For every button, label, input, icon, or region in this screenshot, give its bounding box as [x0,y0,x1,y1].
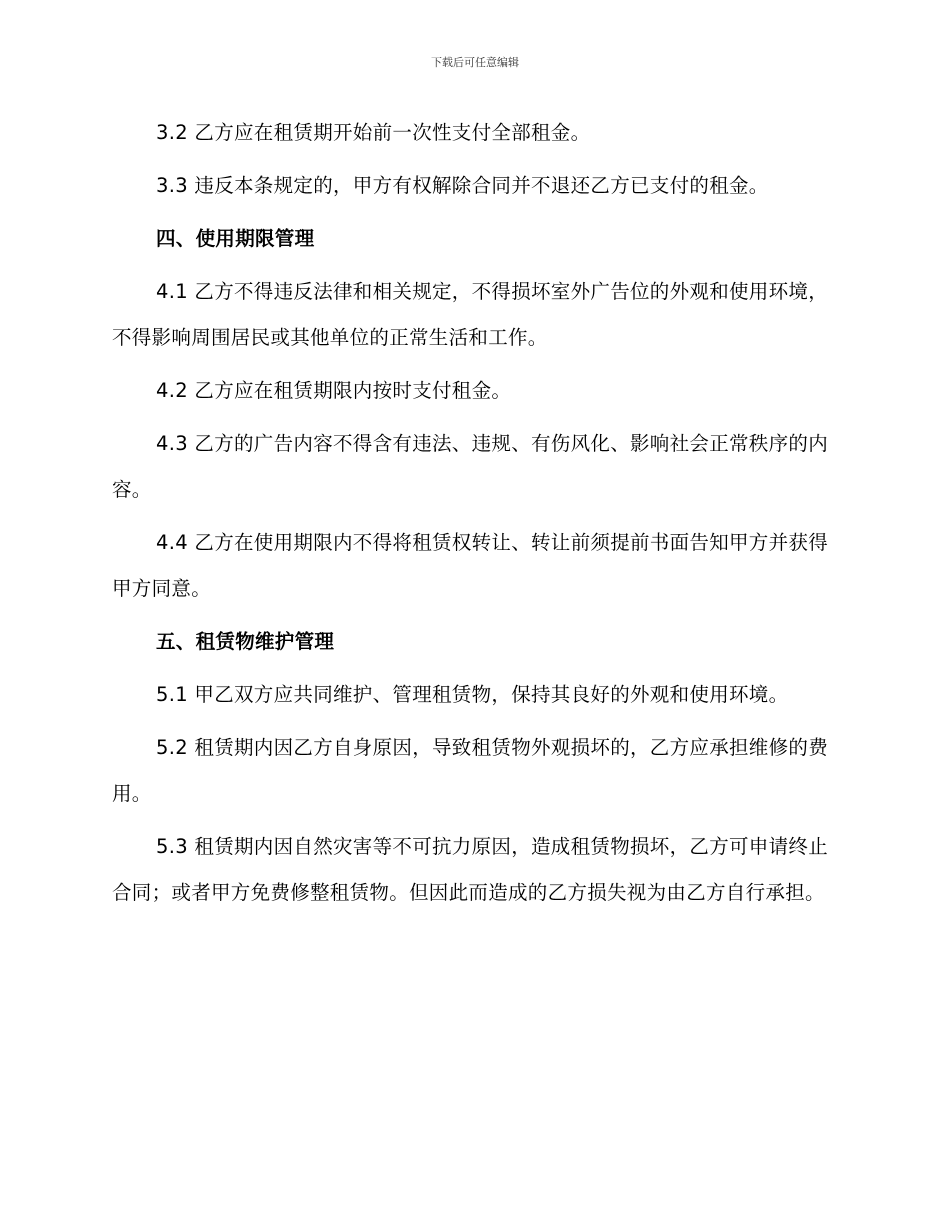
clause-4-3: 4.3 乙方的广告内容不得含有违法、违规、有伤风化、影响社会正常秩序的内容。 [112,432,829,501]
header-note: 下载后可任意编辑 [431,56,519,69]
section-heading-5: 五、租赁物维护管理 [156,630,335,653]
section-heading-4: 四、使用期限管理 [156,227,315,250]
clause-4-4: 4.4 乙方在使用期限内不得将租赁权转让、转让前须提前书面告知甲方并获得甲方同意。 [112,531,829,600]
clause-5-1: 5.1 甲乙双方应共同维护、管理租赁物，保持其良好的外观和使用环境。 [156,683,789,706]
clause-5-3: 5.3 租赁期内因自然灾害等不可抗力原因，造成租赁物损坏，乙方可申请终止合同；或者甲方免费修整租赁物。但因此而造成的乙方损失视为由乙方自行承担。 [112,835,829,904]
document-body [112,110,836,923]
clause-5-2: 5.2 租赁期内因乙方自身原因，导致租赁物外观损坏的，乙方应承担维修的费用。 [112,736,829,805]
clause-3-3: 3.3 违反本条规定的，甲方有权解除合同并不退还乙方已支付的租金。 [156,174,769,197]
clause-3-2: 3.2 乙方应在租赁期开始前一次性支付全部租金。 [156,121,591,144]
clause-4-2: 4.2 乙方应在租赁期限内按时支付租金。 [156,379,512,402]
clause-4-1: 4.1 乙方不得违反法律和相关规定，不得损坏室外广告位的外观和使用环境，不得影响周围居民或其他单位的正常生活和工作。 [112,280,829,349]
